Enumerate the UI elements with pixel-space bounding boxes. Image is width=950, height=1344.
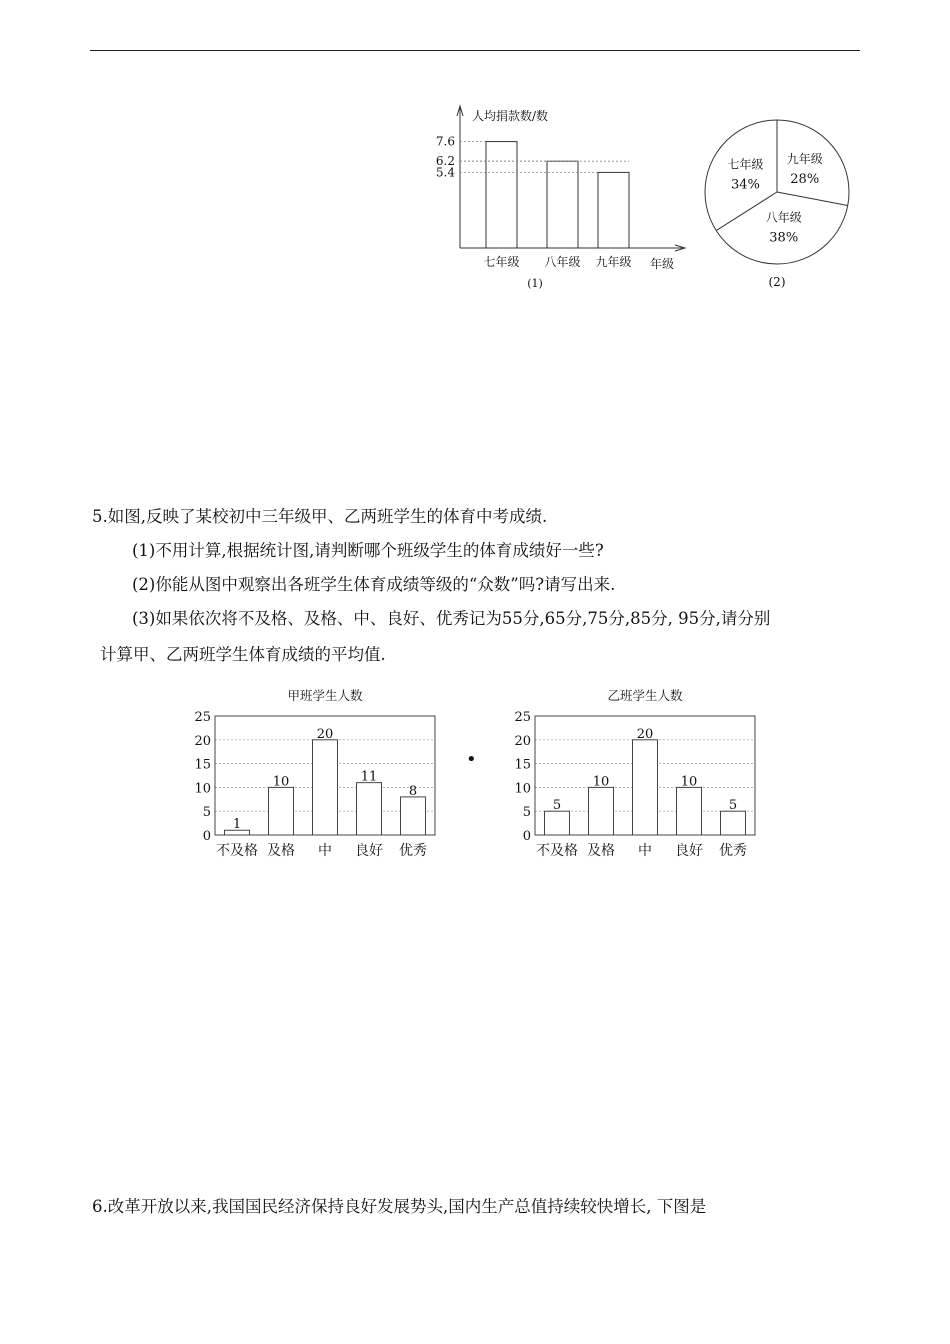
y-tick-label: 5 bbox=[202, 805, 211, 821]
slice-percent: 34% bbox=[730, 177, 760, 193]
slice-label: 八年级 bbox=[765, 210, 802, 225]
data-label: 11 bbox=[360, 769, 378, 785]
data-label: 1 bbox=[232, 817, 242, 833]
figure-caption: (2) bbox=[768, 275, 786, 289]
data-label: 20 bbox=[636, 726, 654, 742]
class-jia-bar-chart bbox=[185, 683, 450, 865]
y-tick-label: 20 bbox=[194, 733, 211, 749]
bar bbox=[401, 797, 426, 835]
y-tick-label: 6.2 bbox=[435, 154, 455, 169]
bar bbox=[545, 811, 570, 835]
y-tick-label: 10 bbox=[514, 781, 531, 797]
grade-pie-chart bbox=[700, 100, 860, 296]
figure-caption: (1) bbox=[527, 277, 543, 290]
x-tick-label: 中 bbox=[318, 843, 332, 859]
donation-bar-chart bbox=[420, 96, 690, 296]
y-tick-label: 10 bbox=[194, 781, 211, 797]
y-tick-label: 25 bbox=[514, 710, 531, 725]
x-tick-label: 及格 bbox=[267, 843, 295, 859]
slice-label: 九年级 bbox=[786, 152, 823, 167]
x-tick-label: 七年级 bbox=[483, 255, 520, 269]
y-tick-label: 5.4 bbox=[435, 165, 455, 180]
x-tick-label: 八年级 bbox=[544, 255, 581, 269]
separator-dot: • bbox=[466, 749, 477, 770]
y-tick-label: 20 bbox=[514, 733, 531, 749]
y-tick-label: 5 bbox=[522, 805, 531, 821]
bar bbox=[269, 787, 294, 835]
y-tick-label: 0 bbox=[522, 829, 531, 844]
q5-stem: 5.如图,反映了某校初中三年级甲、乙两班学生的体育中考成绩. bbox=[92, 507, 548, 526]
slice-percent: 38% bbox=[769, 230, 799, 246]
y-tick-label: 0 bbox=[202, 829, 211, 844]
y-tick-label: 25 bbox=[194, 710, 211, 725]
x-tick-label: 不及格 bbox=[536, 843, 578, 859]
bar bbox=[589, 787, 614, 835]
y-tick-label: 15 bbox=[514, 757, 531, 773]
q5-part1: (1)不用计算,根据统计图,请判断哪个班级学生的体育成绩好一些? bbox=[132, 541, 604, 560]
slice-boundary bbox=[777, 192, 848, 205]
q5-part2: (2)你能从图中观察出各班学生体育成绩等级的“众数”吗?请写出来. bbox=[132, 575, 616, 594]
bar bbox=[633, 740, 658, 835]
y-axis-label: 人均捐款数/数 bbox=[472, 109, 549, 123]
class-yi-bar-chart bbox=[505, 683, 770, 865]
q5-part3-line1: (3)如果依次将不及格、及格、中、良好、优秀记为55分,65分,75分,85分, 95分,请分别 bbox=[132, 609, 771, 628]
data-label: 10 bbox=[592, 774, 610, 790]
data-label: 10 bbox=[680, 774, 698, 790]
top-rule bbox=[90, 50, 860, 51]
x-tick-label: 良好 bbox=[675, 843, 703, 859]
bar bbox=[598, 172, 629, 248]
chart-title: 乙班学生人数 bbox=[607, 688, 683, 703]
x-tick-label: 九年级 bbox=[595, 255, 632, 269]
q6-stem: 6.改革开放以来,我国国民经济保持良好发展势头,国内生产总值持续较快增长, 下图是 bbox=[92, 1197, 707, 1216]
bar bbox=[677, 787, 702, 835]
y-tick-label: 15 bbox=[194, 757, 211, 773]
y-tick-label: 7.6 bbox=[435, 134, 455, 149]
x-axis-label: 年级 bbox=[650, 257, 675, 271]
chart-title: 甲班学生人数 bbox=[287, 688, 363, 703]
bar bbox=[486, 142, 517, 248]
bar bbox=[547, 161, 578, 248]
x-tick-label: 及格 bbox=[587, 843, 615, 859]
data-label: 10 bbox=[272, 774, 290, 790]
x-tick-label: 不及格 bbox=[216, 843, 258, 859]
bar bbox=[357, 783, 382, 835]
slice-label: 七年级 bbox=[727, 157, 764, 172]
x-tick-label: 优秀 bbox=[399, 843, 427, 859]
data-label: 5 bbox=[552, 798, 562, 814]
x-tick-label: 中 bbox=[638, 843, 652, 859]
x-tick-label: 优秀 bbox=[719, 843, 747, 859]
data-label: 5 bbox=[728, 798, 738, 814]
bar bbox=[313, 740, 338, 835]
q5-part3-line2: 计算甲、乙两班学生体育成绩的平均值. bbox=[100, 645, 386, 664]
slice-percent: 28% bbox=[790, 172, 820, 188]
data-label: 20 bbox=[316, 726, 334, 742]
x-tick-label: 良好 bbox=[355, 843, 383, 859]
bar bbox=[721, 811, 746, 835]
data-label: 8 bbox=[408, 783, 418, 799]
